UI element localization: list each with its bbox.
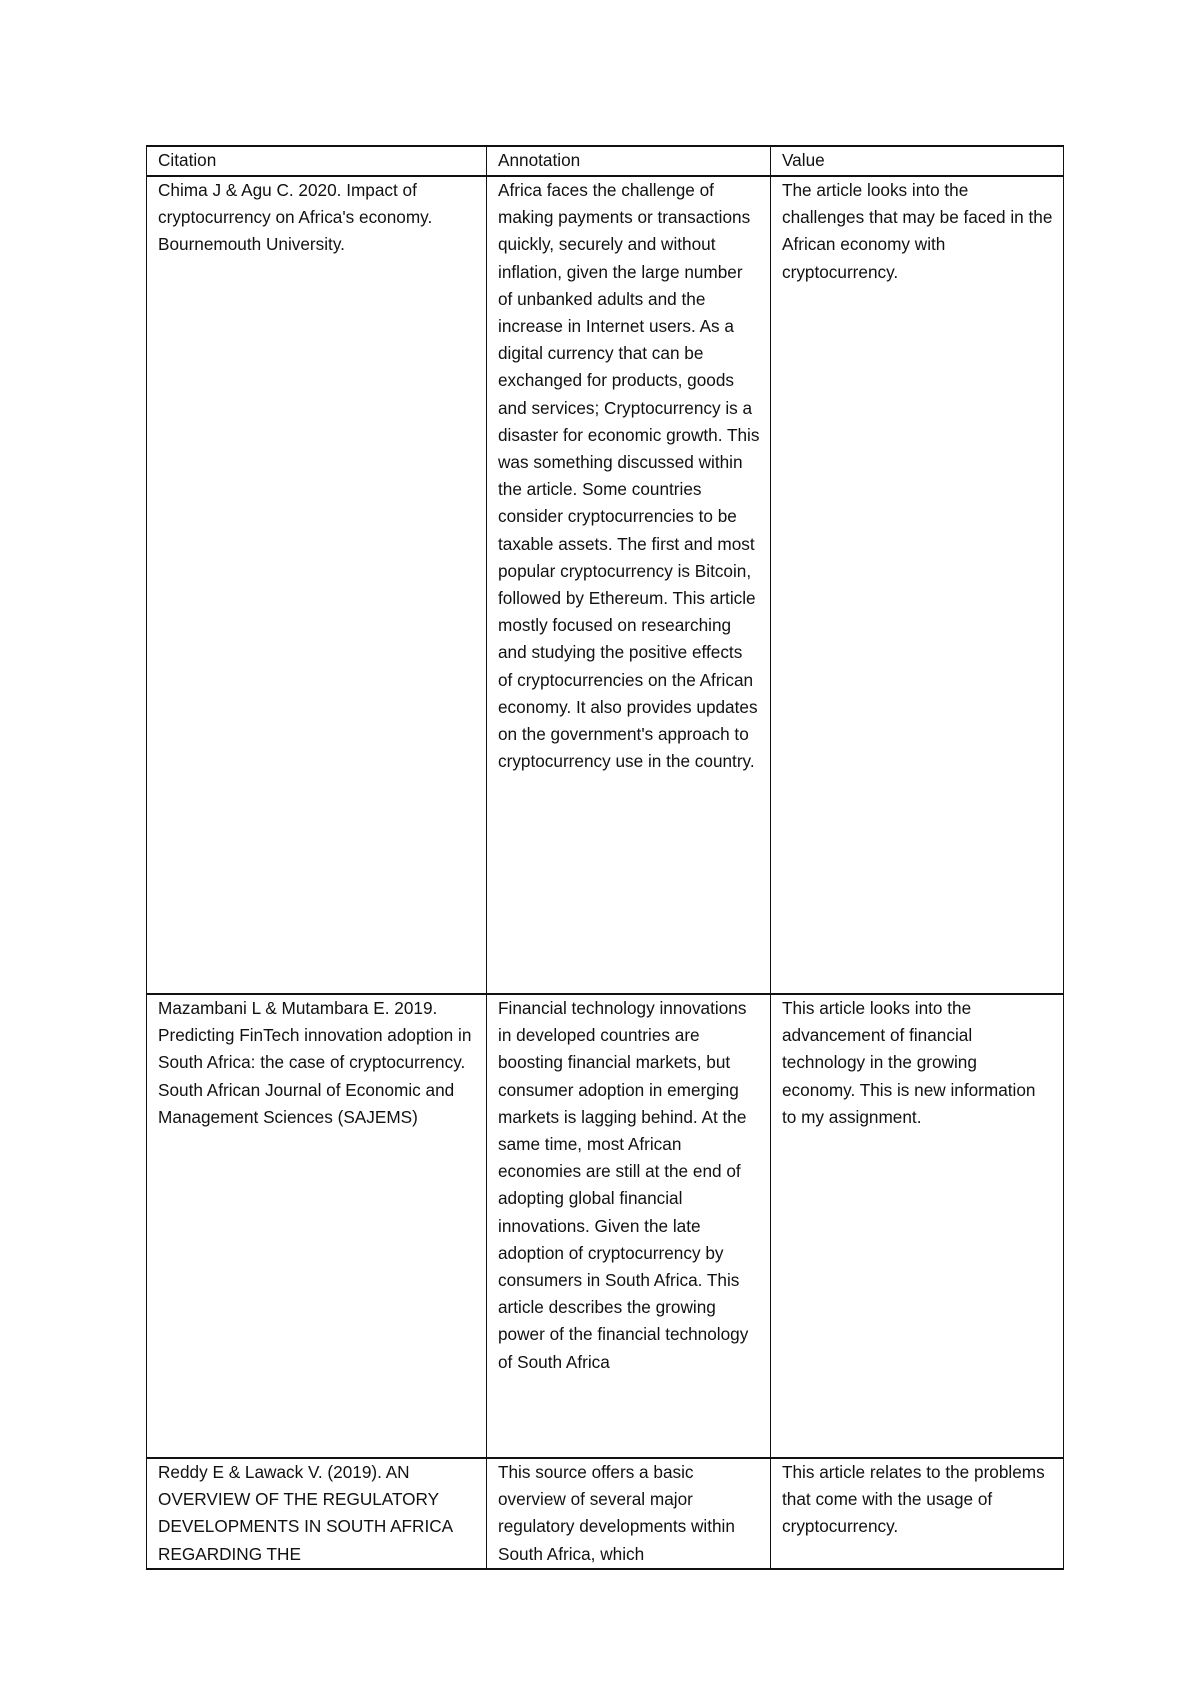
citation-cell <box>147 1458 487 1569</box>
citation-text: Reddy E & Lawack V. (2019). AN OVERVIEW OF THE REGULATORY DEVELOPMENTS IN SOUTH AFRICA REGARDING THE <box>158 1462 453 1564</box>
citation-cell <box>147 176 487 994</box>
table-row <box>147 176 1064 994</box>
annotation-cell <box>487 1458 771 1569</box>
annotation-text: Financial technology innovations in developed countries are boosting financial markets, but consumer adoption in emerging markets is lagging behind. At the same time, most African economies are still at the end of adopting global financial innovations. Given the late adoption of cryptocurrency by consumers in South Africa. This article describes the growing power of the financial technology of South Africa <box>498 998 749 1372</box>
table-row <box>147 994 1064 1458</box>
value-text: This article looks into the advancement of financial technology in the growing economy. This is new information to my assignment. <box>782 998 1036 1127</box>
value-text: This article relates to the problems that come with the usage of cryptocurrency. <box>782 1462 1045 1537</box>
table-header-row <box>147 146 1064 176</box>
value-text: The article looks into the challenges that may be faced in the African economy with cryptocurrency. <box>782 180 1053 282</box>
annotation-text: Africa faces the challenge of making payments or transactions quickly, securely and without inflation, given the large number of unbanked adults and the increase in Internet users. As a digital currency that can be exchanged for products, goods and services; Cryptocurrency is a disaster for economic growth. This was something discussed within the article. Some countries consider cryptocurrencies to be taxable assets. The first and most popular cryptocurrency is Bitcoin, followed by Ethereum. This article mostly focused on researching and studying the positive effects of cryptocurrencies on the African economy. It also provides updates on the government's approach to cryptocurrency use in the country. <box>498 180 760 772</box>
citation-text: Mazambani L & Mutambara E. 2019. Predicting FinTech innovation adoption in South Africa: the case of cryptocurrency. South African Journal of Economic and Management Sciences (SAJEMS) <box>158 998 472 1127</box>
citation-text: Chima J & Agu C. 2020. Impact of cryptocurrency on Africa's economy. Bournemouth University. <box>158 180 433 255</box>
header-value: Value <box>771 146 1064 176</box>
annotation-cell <box>487 994 771 1458</box>
annotated-bibliography-table <box>146 145 1064 1570</box>
annotation-text: This source offers a basic overview of several major regulatory developments within South Africa, which <box>498 1462 735 1564</box>
header-citation: Citation <box>147 146 487 176</box>
value-cell <box>771 176 1064 994</box>
header-annotation: Annotation <box>487 146 771 176</box>
value-cell <box>771 1458 1064 1569</box>
table-row <box>147 1458 1064 1569</box>
annotation-cell <box>487 176 771 994</box>
citation-cell <box>147 994 487 1458</box>
value-cell <box>771 994 1064 1458</box>
